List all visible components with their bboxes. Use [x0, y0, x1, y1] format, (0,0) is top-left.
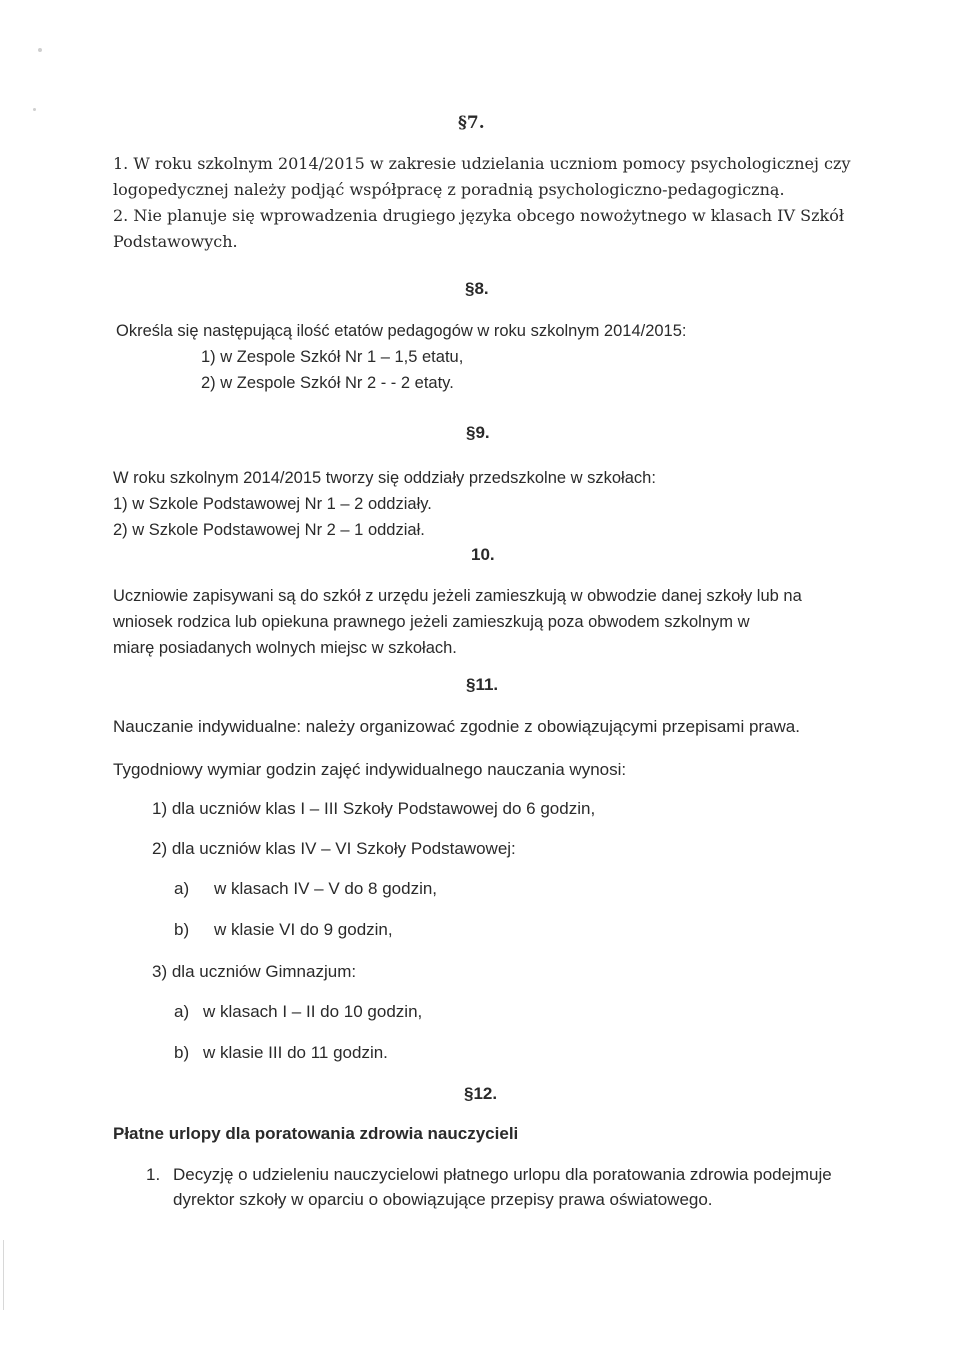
section-12-paragraph-1-line-1: Decyzję o udzieleniu nauczycielowi płatnego urlopu dla poratowania zdrowia podejmuje	[173, 1165, 832, 1184]
section-10-line-3: miarę posiadanych wolnych miejsc w szkołach.	[113, 639, 457, 657]
section-7-paragraph-2-line-2: Podstawowych.	[113, 232, 238, 251]
section-7-heading: §7.	[458, 113, 485, 133]
section-7-paragraph-1-line-2: logopedycznej należy podjąć współpracę z poradnią psychologiczno-pedagogiczną.	[113, 180, 785, 199]
section-9-item-2: 2) w Szkole Podstawowej Nr 2 – 1 oddział.	[113, 521, 425, 539]
scan-speck	[33, 108, 36, 111]
section-12-paragraph-1-number: 1.	[146, 1165, 161, 1184]
section-8-item-1: 1) w Zespole Szkół Nr 1 – 1,5 etatu,	[201, 348, 464, 366]
section-10-line-1: Uczniowie zapisywani są do szkół z urzędu jeżeli zamieszkują w obwodzie danej szkoły lub na	[113, 587, 802, 605]
section-11-item-3a: w klasach I – II do 10 godzin,	[203, 1002, 423, 1021]
section-8-item-2: 2) w Zespole Szkół Nr 2 - - 2 etaty.	[201, 374, 454, 392]
section-11-item-2b-marker: b)	[174, 920, 190, 939]
section-9-item-1: 1) w Szkole Podstawowej Nr 1 – 2 oddziały.	[113, 495, 432, 513]
section-8-intro: Określa się następującą ilość etatów pedagogów w roku szkolnym 2014/2015:	[116, 322, 687, 340]
section-10-heading: 10.	[471, 545, 495, 564]
scan-edge	[3, 1240, 4, 1310]
scan-speck	[38, 48, 42, 52]
section-11-item-3b: w klasie III do 11 godzin.	[203, 1043, 388, 1062]
section-11-item-3a-marker: a)	[174, 1002, 190, 1021]
section-8-heading: §8.	[465, 279, 489, 298]
section-11-item-2a-marker: a)	[174, 879, 190, 898]
section-11-item-1: 1) dla uczniów klas I – III Szkoły Podstawowej do 6 godzin,	[152, 799, 596, 818]
section-11-heading: §11.	[466, 675, 499, 694]
section-11-item-2: 2) dla uczniów klas IV – VI Szkoły Podstawowej:	[152, 839, 516, 858]
section-11-item-2a: w klasach IV – V do 8 godzin,	[214, 879, 438, 898]
section-7-paragraph-1-line-1: 1. W roku szkolnym 2014/2015 w zakresie udzielania uczniom pomocy psychologicznej czy	[113, 154, 851, 173]
section-11-item-3b-marker: b)	[174, 1043, 190, 1062]
section-11-item-3: 3) dla uczniów Gimnazjum:	[152, 962, 357, 981]
section-10-line-2: wniosek rodzica lub opiekuna prawnego jeżeli zamieszkują poza obwodem szkolnym w	[113, 613, 750, 631]
section-9-intro: W roku szkolnym 2014/2015 tworzy się oddziały przedszkolne w szkołach:	[113, 469, 656, 487]
section-11-line-2: Tygodniowy wymiar godzin zajęć indywidualnego nauczania wynosi:	[113, 760, 627, 779]
section-7-paragraph-2-line-1: 2. Nie planuje się wprowadzenia drugiego języka obcego nowożytnego w klasach IV Szkół	[113, 206, 845, 225]
section-12-heading: §12.	[464, 1084, 498, 1103]
section-11-line-1: Nauczanie indywidualne: należy organizować zgodnie z obowiązującymi przepisami prawa.	[113, 717, 800, 736]
section-11-item-2b: w klasie VI do 9 godzin,	[214, 920, 393, 939]
section-12-title: Płatne urlopy dla poratowania zdrowia nauczycieli	[113, 1124, 519, 1143]
section-12-paragraph-1-line-2: dyrektor szkoły w oparciu o obowiązujące przepisy prawa oświatowego.	[173, 1190, 713, 1209]
section-9-heading: §9.	[466, 423, 490, 442]
